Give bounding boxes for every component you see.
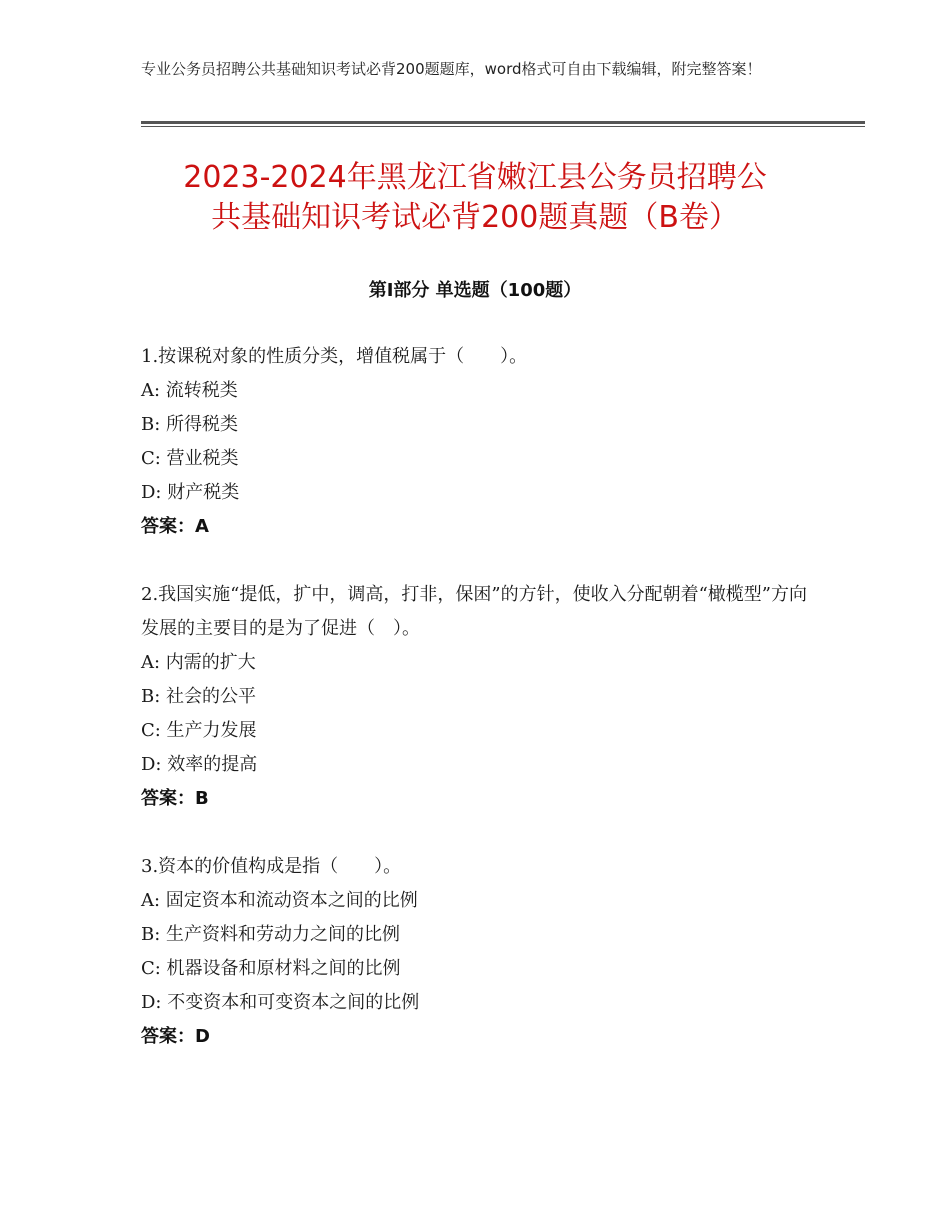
header-rule-thin <box>141 126 865 127</box>
option-b: B: 生产资料和劳动力之间的比例 <box>141 924 401 945</box>
option-c: C: 机器设备和原材料之间的比例 <box>141 958 401 979</box>
answer-value: D <box>195 1026 210 1047</box>
option-a: A: 内需的扩大 <box>141 652 256 673</box>
question-3 <box>141 850 821 1054</box>
header-rule-thick <box>141 121 865 124</box>
answer-value: A <box>195 516 209 537</box>
document-title-line-2: 共基础知识考试必背200题真题（B卷） <box>211 200 739 235</box>
answer-label: 答案： <box>141 788 195 809</box>
option-b: B: 社会的公平 <box>141 686 257 707</box>
section-heading: 第Ⅰ部分 单选题（100题） <box>368 280 582 301</box>
option-c: C: 生产力发展 <box>141 720 257 741</box>
option-d: D: 财产税类 <box>141 482 240 503</box>
option-d: D: 效率的提高 <box>141 754 258 775</box>
option-b: B: 所得税类 <box>141 414 239 435</box>
question-1 <box>141 340 821 544</box>
question-stem: 2.我国实施“提低，扩中，调高，打非，保困”的方针，使收入分配朝着“橄榄型”方向发展的主要目的是为了促进（ ）。 <box>141 584 807 639</box>
question-stem: 1.按课税对象的性质分类，增值税属于（ ）。 <box>141 346 528 367</box>
question-stem: 3.资本的价值构成是指（ ）。 <box>141 856 402 877</box>
header-note: 专业公务员招聘公共基础知识考试必背200题题库，word格式可自由下载编辑，附完整答案！ <box>141 60 762 78</box>
option-d: D: 不变资本和可变资本之间的比例 <box>141 992 420 1013</box>
answer-value: B <box>195 788 209 809</box>
answer-label: 答案： <box>141 516 195 537</box>
document-title-line-1: 2023-2024年黑龙江省嫩江县公务员招聘公 <box>183 160 767 195</box>
option-a: A: 流转税类 <box>141 380 238 401</box>
answer-label: 答案： <box>141 1026 195 1047</box>
question-2 <box>141 578 821 816</box>
question-list <box>141 340 821 1088</box>
answer-line <box>141 1020 821 1054</box>
document-title <box>100 158 850 238</box>
answer-line <box>141 510 821 544</box>
option-a: A: 固定资本和流动资本之间的比例 <box>141 890 418 911</box>
option-c: C: 营业税类 <box>141 448 239 469</box>
answer-line <box>141 782 821 816</box>
